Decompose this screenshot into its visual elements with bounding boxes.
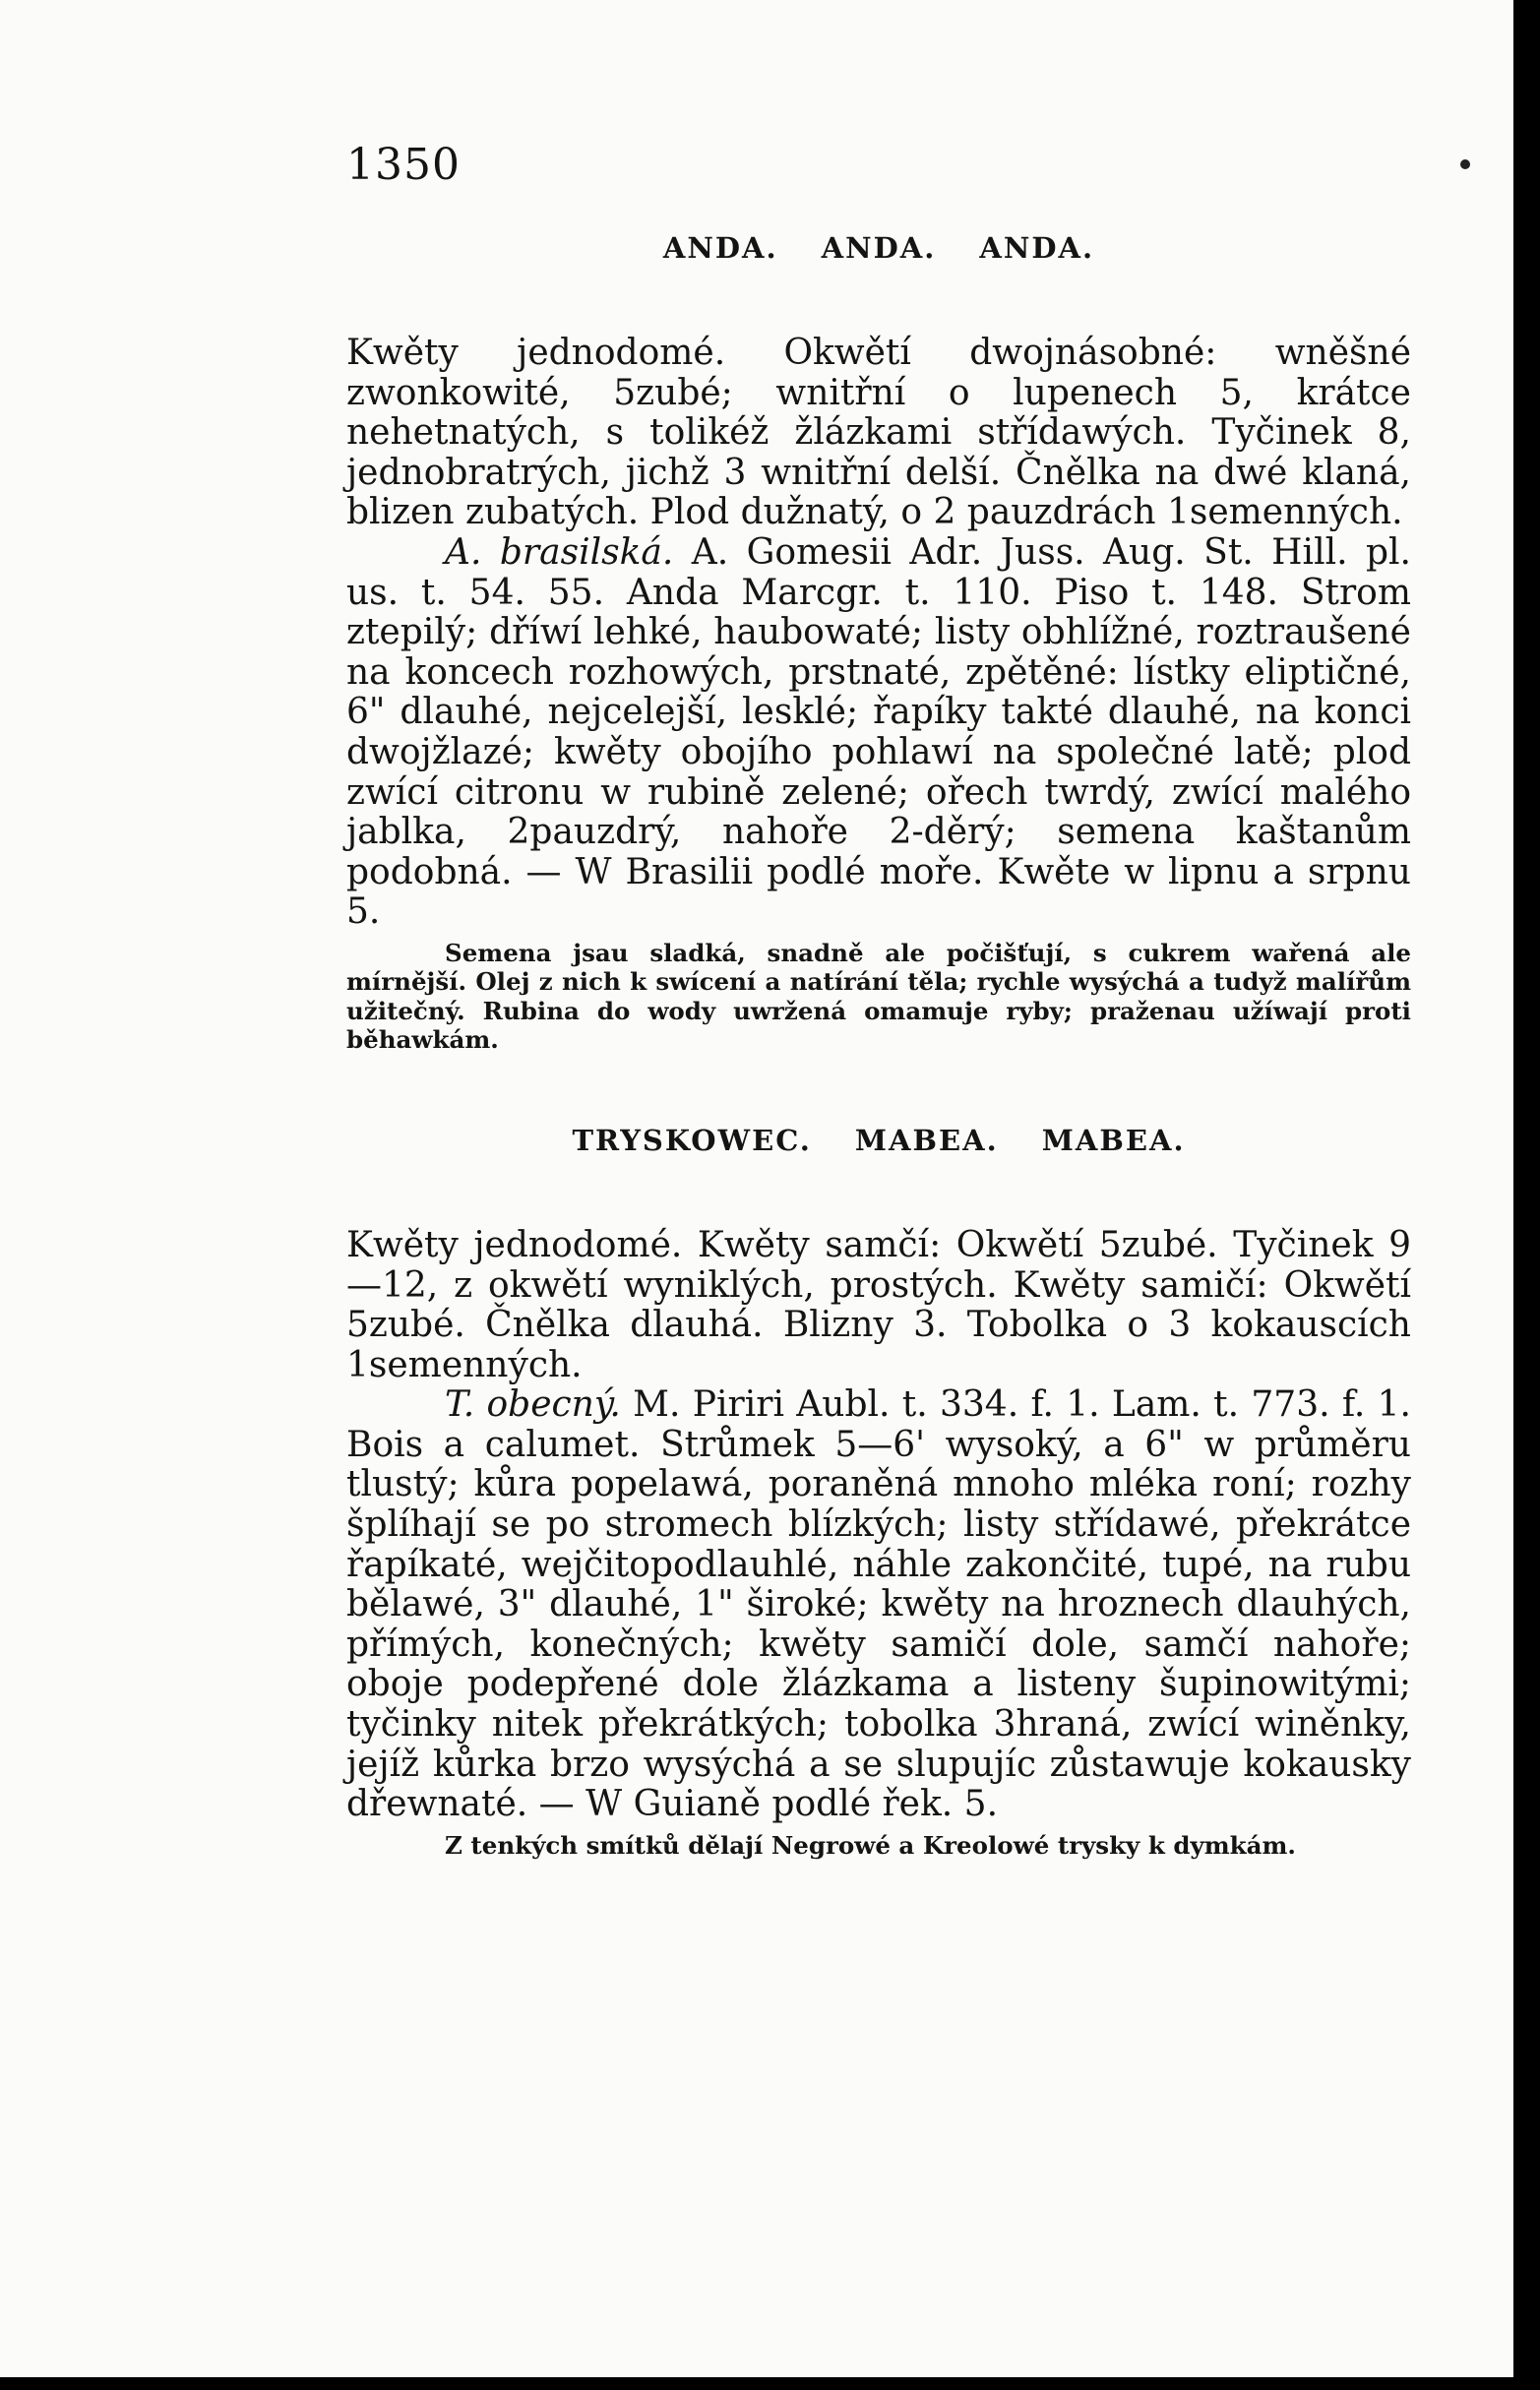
usage-note: Semena jsau sladká, snadně ale počišťují, s cukrem wařená ale mírnější. Olej z nich k swícení a natírání těla; rychle wysýchá a tudyž malířům užitečný. Rubina do wody uwržená omamuje ryby; praženau užíwají proti běhawkám. bbox=[346, 938, 1411, 1055]
section-spacer bbox=[346, 1055, 1411, 1124]
scan-border-right bbox=[1513, 0, 1540, 2390]
page-content bbox=[346, 231, 1411, 1860]
species-entry bbox=[346, 1385, 1411, 1825]
section-heading-mabea bbox=[346, 1124, 1411, 1157]
species-text: Strůmek 5—6' wysoký, a 6" w průměru tlustý; kůra popelawá, poraněná mnoho mléka roní; rozhy šplíhají se po stromech blízkých; listy střídawé, překrátce řapíkaté, wejčitopodlauhlé, náhle zakončité, tupé, na rubu bělawé, 3" dlauhé, 1" široké; kwěty na hroznech dlauhých, přímých, konečných; kwěty samičí dole, samčí nahoře; oboje podepřené dole žlázkama a listeny šupinowitými; tyčinky nitek překrátkých; tobolka 3hraná, zwící winěnky, jejíž kůrka brzo wysýchá a se slupujíc zůstawuje kokausky dřewnaté. — W Guianě podlé řek. 5. bbox=[346, 1424, 1411, 1825]
species-text: Strom ztepilý; dříwí lehké, haubowaté; listy obhlížné, roztraušené na koncech rozhowých, prstnaté, zpětěné: lístky eliptičné, 6" dlauhé, nejcelejší, lesklé; řapíky takté dlauhé, na konci dwojžlazé; kwěty obojího pohlawí na společné latě; plod zwící citronu w rubině zelené; ořech twrdý, zwící malého jablka, 2pauzdrý, nahoře 2-děrý; semena kaštanům podobná. — W Brasilii podlé moře. Kwěte w lipnu a srpnu 5. bbox=[346, 572, 1411, 933]
ink-speck bbox=[1460, 159, 1470, 169]
heading-latin: MABEA. bbox=[854, 1123, 999, 1157]
species-references: A. Gomesii Adr. Juss. Aug. St. Hill. pl. us. t. 54. 55. Anda Marcgr. t. 110. Piso t. 148. bbox=[346, 531, 1411, 613]
heading-latin-alt: MABEA. bbox=[1041, 1123, 1186, 1157]
species-name: A. brasilská. bbox=[445, 531, 674, 573]
heading-latin-alt: ANDA. bbox=[979, 231, 1095, 265]
heading-czech: ANDA. bbox=[662, 231, 778, 265]
genus-description: Kwěty jednodomé. Okwětí dwojnásobné: wněšné zwonkowité, 5zubé; wnitřní o lupenech 5, krátce nehetnatých, s tolikéž žlázkami střídawých. Tyčinek 8, jednobratrých, jichž 3 wnitřní delší. Čnělka na dwé klaná, blizen zubatých. Plod dužnatý, o 2 pauzdrách 1semenných. bbox=[346, 333, 1411, 533]
heading-latin: ANDA. bbox=[821, 231, 937, 265]
species-name: T. obecný. bbox=[445, 1384, 621, 1426]
page-number: 1350 bbox=[346, 140, 461, 190]
species-references: M. Piriri Aubl. t. 334. f. 1. Lam. t. 773. f. 1. Bois a calumet. bbox=[346, 1384, 1411, 1465]
section-heading-anda bbox=[346, 231, 1411, 265]
species-entry bbox=[346, 533, 1411, 933]
scan-border-bottom bbox=[0, 2377, 1540, 2390]
usage-note: Z tenkých smítků dělají Negrowé a Kreolowé trysky k dymkám. bbox=[445, 1830, 1296, 1860]
heading-czech: TRYSKOWEC. bbox=[572, 1123, 812, 1157]
genus-description: Kwěty jednodomé. Kwěty samčí: Okwětí 5zubé. Tyčinek 9—12, z okwětí wyniklých, prostých. Kwěty samičí: Okwětí 5zubé. Čnělka dlauhá. Blizny 3. Tobolka o 3 kokauscích 1semenných. bbox=[346, 1224, 1411, 1385]
